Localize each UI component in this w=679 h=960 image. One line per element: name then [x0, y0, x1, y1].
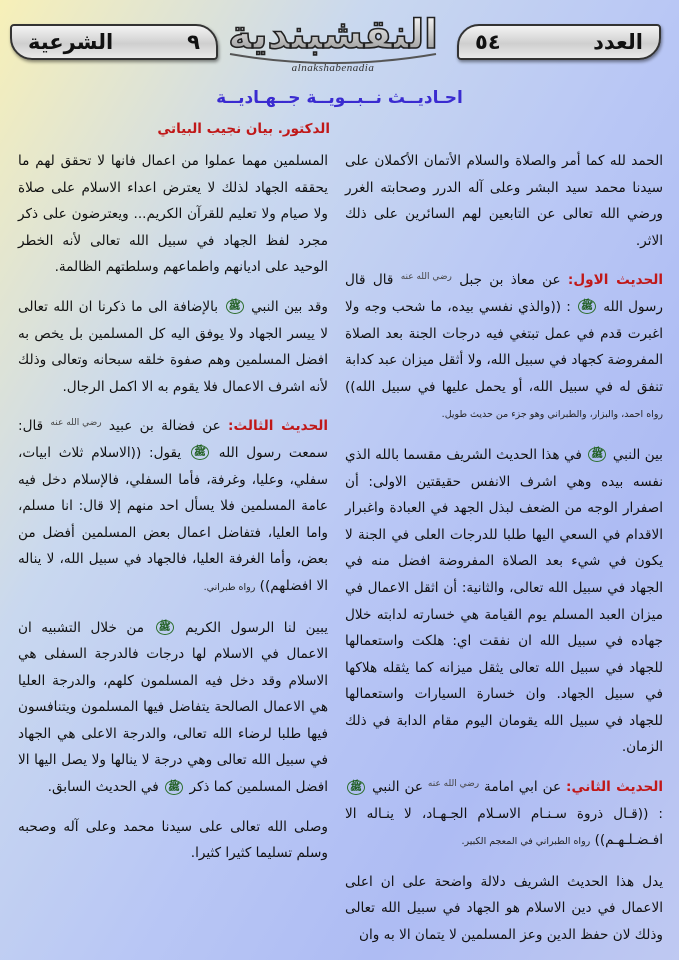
pbuh-icon: ﷺ [165, 780, 183, 795]
commentary-3 [18, 294, 328, 400]
hadith-1-label: الحديث الاول: [567, 272, 664, 289]
hadith-2-text-a: عن ابي امامة [484, 779, 562, 796]
pbuh-icon: ﷺ [347, 780, 365, 795]
commentary-2-text: يدل هذا الحديث الشريف دلالة واضحة على ان اعلى الاعمال في دين الاسلام هو الجهاد في سبيل الله تعالى وذلك لان حفظ الدين وعز المسلمين لا يتمان الا به وان [345, 873, 663, 944]
magazine-logo [224, 2, 442, 80]
commentary-2 [345, 869, 663, 949]
section-banner [10, 24, 218, 60]
hadith-1-text-a: عن معاذ بن جبل [459, 272, 561, 289]
page-number: ٩ [187, 30, 200, 54]
logo-graphic [224, 2, 442, 66]
issue-number: ٥٤ [475, 30, 501, 54]
commentary-1-text-b: في هذا الحديث الشريف مقسما بالله الذي نفسه بيده وهي اشرف الانفس حقيقتين الاولى: أن اصفرار الوجه من الضعف لبذل الجهد في العبادة واغبرار الاقدام في السعي اليها طلبا للدرجات العلى في الجنة لا يكون في شيء بعد الصلاة المفروضة افضل منه في الجهاد في سبيل الله تعالى، والثانية: أن اثقل الاعمال في ميزان العبد المسلم يوم القيامة هي خسارته لدابته خلال جهاده في سبيل الله ان نفقت اي: هلكت واستعمالها للجهاد في سبيل الله تعالى يثقل ميزانه كما يثقله هلاكها في سبيل الجهاد. وان خسارة السيارات واستعمالها للجهاد في سبيل الله يقومان اليوم مقام الدابة في ذلك الزمان. [345, 446, 663, 756]
left-column [18, 148, 328, 876]
pbuh-icon: ﷺ [191, 445, 209, 460]
ra-icon: رضي الله عنه [50, 417, 102, 428]
hadith-3 [18, 413, 328, 601]
intro-text: الحمد لله كما أمر والصلاة والسلام الأتمان الأكملان على سيدنا محمد سيد البشر وعلى آله الدرر وصحابته الغرر ورضي الله تعالى عن التابعين لهم السائرين على ذلك الاثر. [345, 153, 663, 249]
pbuh-icon: ﷺ [156, 620, 174, 635]
hadith-1-reference: رواه احمد، والبزار، والطبراني وهو جزء من حديث طويل. [441, 409, 663, 421]
ra-icon: رضي الله عنه [400, 271, 452, 282]
hadith-2 [345, 774, 663, 856]
hadith-3-text-c: يقول: ((الاسلام ثلاث ابيات، سفلي، وعليا، وغرفة، فأما السفلي، فالإسلام دخل فيه عامة المسلمين فلا يسأل احد منهم إلا قال: انا مسلم، واما العليا، فتفاضل اعمال بعض المسلمين أفضل من بعض، وأما الغرفة العليا، فالجهاد في سبيل الله، لا يناله الا افضلهم)) [18, 444, 328, 594]
continuation-text: المسلمين مهما عملوا من اعمال فانها لا تحقق لهم ما يحققه الجهاد لذلك لا يعترض اعداء الاسلام على صلاة ولا صيام ولا تعليم للقرآن الكريم... ويعترضون على ذكر مجرد لفظ الجهاد في سبيل الله تعالى لأنه الخطر الوحيد على اديانهم واطماعهم وسلطتهم الظالمة. [18, 153, 328, 276]
hadith-2-label: الحديث الثاني: [566, 779, 664, 796]
hadith-3-reference: رواه طبراني. [203, 581, 256, 593]
closing-paragraph [18, 814, 328, 867]
header [0, 0, 679, 86]
commentary-3-text-a: وقد بين النبي [251, 298, 328, 315]
hadith-2-text-c: : ((قـال ذروة سـنـام الاسـلام الجـهـاد، لا ينـاله الا افـضـلـهـم)) [345, 805, 663, 849]
hadith-3-text-b: قال: سمعت رسول الله [18, 418, 329, 461]
logo-subtitle: alnakshabenadia [291, 62, 375, 74]
hadith-1-text-b: قال قال رسول الله [345, 272, 663, 315]
commentary-4 [18, 615, 328, 801]
hadith-1 [345, 267, 663, 429]
ra-icon: رضي الله عنه [427, 778, 480, 789]
commentary-4-text-a: يبين لنا الرسول الكريم [185, 619, 329, 636]
commentary-4-text-b: من خلال التشبيه ان الاعمال في الاسلام لها درجات فالدرجة السفلى هي الاسلام وقد دخل فيه المسلمون كلهم، والدرجة العليا هي الاعمال الصالحة يتفاضل فيها المسلمون ويتنافسون فيها طلبا لرضاء الله تعالى، والدرجة الاعلى هي الجهاد في سبيل الله تعالى وهي درجة لا ينالها ولا يصل اليها الا افضل المسلمين كما ذكر [18, 619, 328, 796]
commentary-1-text-a: بين النبي [612, 446, 663, 463]
pbuh-icon: ﷺ [226, 299, 244, 314]
intro-paragraph [345, 148, 663, 254]
author-name: الدكتور. بيان نجيب البياتي [157, 121, 330, 137]
hadith-3-label: الحديث الثالث: [228, 418, 328, 435]
pbuh-icon: ﷺ [578, 299, 596, 314]
pbuh-icon: ﷺ [588, 447, 606, 462]
article-title: احـاديــث نــبــويــة جــهـاديــة [216, 88, 463, 108]
commentary-4-text-c: في الحديث السابق. [47, 779, 159, 796]
hadith-2-reference: رواه الطبراني في المعجم الكبير. [461, 836, 591, 848]
closing-text: وصلى الله تعالى على سيدنا محمد وعلى آله وصحبه وسلم تسليما كثيرا كثيرا. [18, 818, 328, 862]
issue-label: العدد [593, 30, 643, 54]
hadith-3-text-a: عن فضالة بن عبيد [108, 418, 221, 435]
issue-banner [457, 24, 661, 60]
commentary-1 [345, 442, 663, 761]
section-name: الشرعية [28, 30, 114, 54]
hadith-2-text-b: عن النبي [372, 779, 423, 796]
logo-text: النقشبندية [228, 12, 438, 58]
commentary-3-text-b: بالإضافة الى ما ذكرنا ان الله تعالى لا ييسر الجهاد ولا يوفق اليه كل المسلمين بل يخص به افضل المسلمين وهم صفوة خلقه سبحانه وتعالى وذلك لأنه اشرف الاعمال فلا يقوم به الا اكمل الرجال. [18, 298, 328, 395]
right-column [345, 148, 663, 958]
hadith-1-text-c: : ((والذي نفسي بيده، ما شحب وجه ولا اغبرت قدم في عمل تبتغي فيه درجات الجنة بعد الصلاة المفروضة كجهاد في سبيل الله، ولا أثقل ميزان عبد كدابة تنفق له في سبيل الله، أو يحمل عليها في سبيل الله)) [345, 298, 663, 395]
continuation-paragraph [18, 148, 328, 281]
